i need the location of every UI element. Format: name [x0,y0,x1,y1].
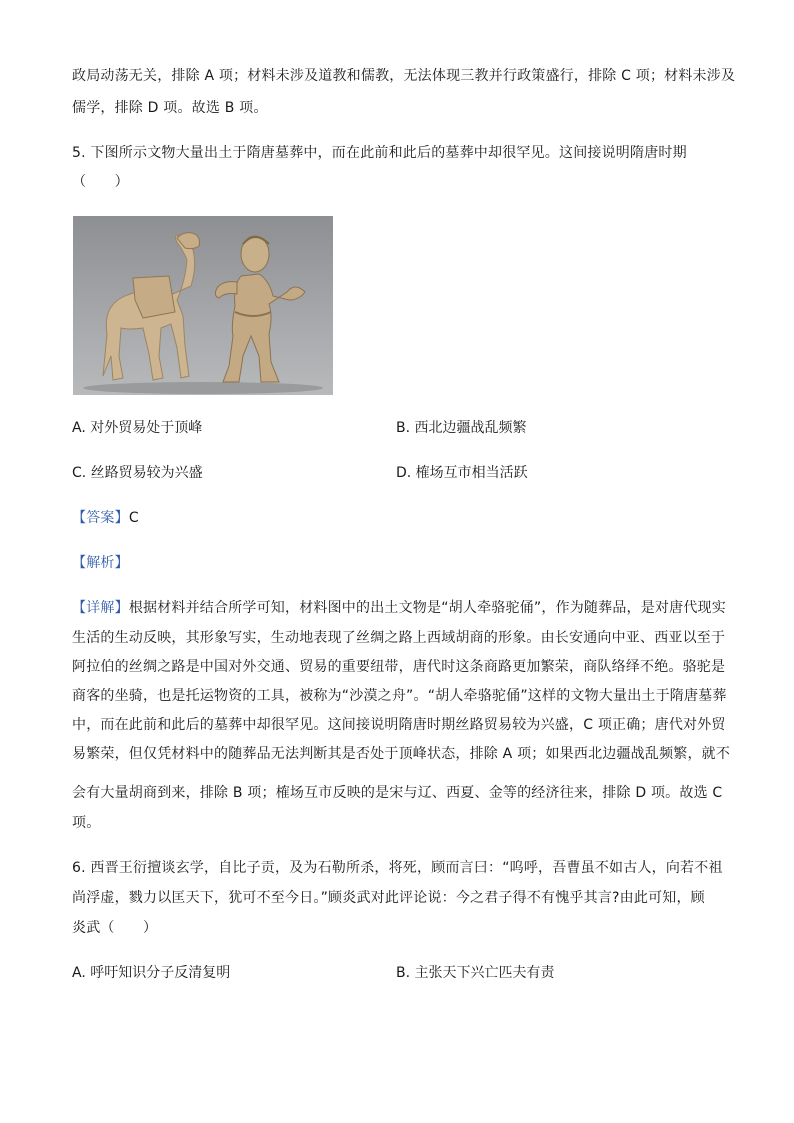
q6-option-a: A. 呼吁知识分子反清复明 [72,965,231,981]
q5-stem-line-1: 5. 下图所示文物大量出土于隋唐墓葬中，而在此前和此后的墓葬中却很罕见。这间接说明隋唐时期 [72,145,687,161]
q5-detail-line-5: 中，而在此前和此后的墓葬中却很罕见。这间接说明隋唐时期丝路贸易较为兴盛，C 项正确；唐代对外贸 [72,717,726,733]
q5-detail-line-4: 商客的坐骑，也是托运物资的工具，被称为“沙漠之舟”。“胡人牵骆驼俑”这样的文物大量出土于隋唐墓葬 [72,688,727,704]
q6-stem-line-1: 6. 西晋王衍擅谈玄学，自比子贡，及为石勒所杀，将死，顾而言曰：“呜呼，吾曹虽不如古人，向若不祖 [72,860,723,876]
q5-answer [72,508,139,528]
q5-detail-line-7: 会有大量胡商到来，排除 B 项；榷场互市反映的是宋与辽、西夏、金等的经济往来，排除 D 项。故选 C [72,785,723,801]
detail-text-1: 根据材料并结合所学可知，材料图中的出土文物是“胡人牵骆驼俑”，作为随葬品，是对唐代现实 [128,600,726,616]
q5-detail-line-6: 易繁荣，但仅凭材料中的随葬品无法判断其是否处于顶峰状态，排除 A 项；如果西北边疆战乱频繁，就不 [72,746,731,762]
camel-and-figurine-illustration [73,216,333,395]
detail-tag: 【详解】 [72,600,129,616]
q5-analysis-heading [72,553,129,573]
q5-option-b: B. 西北边疆战乱频繁 [396,420,527,436]
answer-tag: 【答案】 [72,510,129,526]
q5-option-a: A. 对外贸易处于顶峰 [72,420,203,436]
q5-option-d: D. 榷场互市相当活跃 [396,465,528,481]
q6-stem-line-2: 尚浮虚，戮力以匡天下，犹可不至今日。”顾炎武对此评论说：今之君子得不有愧乎其言?由此可知，顾 [72,890,705,906]
answer-value: C [128,510,139,526]
q5-artifact-image [73,216,333,395]
q6-option-b: B. 主张天下兴亡匹夫有责 [396,965,555,981]
q5-detail-line-1 [72,598,726,618]
analysis-tag: 【解析】 [72,555,129,571]
q5-detail-line-3: 阿拉伯的丝绸之路是中国对外交通、贸易的重要纽带，唐代时这条商路更加繁荣，商队络绎不绝。骆驼是 [72,659,726,675]
continuation-line-2: 儒学，排除 D 项。故选 B 项。 [72,100,268,116]
q5-detail-line-2: 生活的生动反映，其形象写实，生动地表现了丝绸之路上西域胡商的形象。由长安通向中亚、西亚以至于 [72,630,726,646]
q5-detail-line-8: 项。 [72,815,101,831]
q5-option-c: C. 丝路贸易较为兴盛 [72,465,203,481]
q5-stem-line-2: （ ） [72,174,129,190]
q6-stem-line-3: 炎武（ ） [72,920,158,936]
continuation-line-1: 政局动荡无关，排除 A 项；材料未涉及道教和儒教，无法体现三教并行政策盛行，排除 C 项；材料未涉及 [72,68,736,84]
